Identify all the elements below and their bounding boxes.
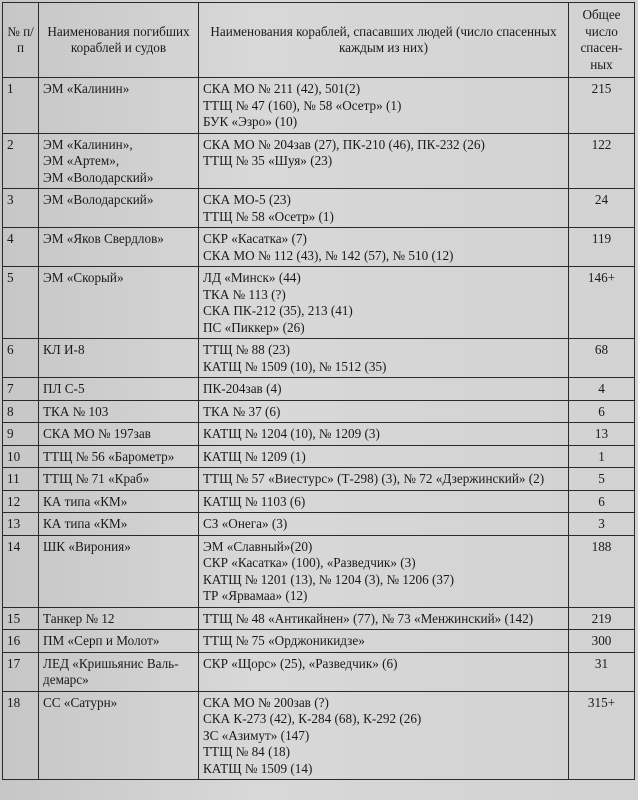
rescued-total: 300	[569, 630, 635, 653]
rescuer-ship-entry: ПК-204зав (4)	[203, 381, 282, 396]
row-number: 11	[3, 468, 39, 491]
lost-ship-cell	[39, 630, 199, 653]
rescuer-ship-entry: СКА МО № 112 (43), № 142 (57), № 510 (12)	[203, 247, 454, 263]
lost-ship-cell	[39, 339, 199, 378]
table-row	[3, 78, 635, 134]
lost-ship-cell	[39, 490, 199, 513]
rescued-total: 24	[569, 189, 635, 228]
lost-ship-name: Танкер № 12	[43, 610, 115, 626]
lost-ship-name: ПЛ С-5	[43, 381, 85, 396]
rescuer-ships-cell	[199, 468, 569, 491]
rescued-total: 68	[569, 339, 635, 378]
lost-ship-cell	[39, 400, 199, 423]
rescuer-ship-entry: СКА К-273 (42), К-284 (68), К-292 (26)	[203, 711, 422, 726]
rescuer-ships-cell	[199, 535, 569, 607]
table-row	[3, 400, 635, 423]
rescuer-ships-cell	[199, 267, 569, 339]
lost-ship-name: КА типа «КМ»	[43, 516, 128, 531]
rescuer-ship-entry: КАТЩ № 1204 (10), № 1209 (3)	[203, 426, 380, 441]
header-total: Общее число спасен-ных	[569, 3, 635, 78]
table-row	[3, 378, 635, 401]
rescuer-ship-entry: ТКА № 113 (?)	[203, 286, 286, 302]
rescued-total: 215	[569, 78, 635, 134]
rescuer-ship-entry: БУК «Эзро» (10)	[203, 114, 298, 129]
lost-ship-cell	[39, 607, 199, 630]
rescuer-ships-cell	[199, 423, 569, 446]
table-row	[3, 228, 635, 267]
rescuer-ships-cell	[199, 691, 569, 780]
header-row	[3, 3, 635, 78]
rescuer-ship-entry: ТТЩ № 58 «Осетр» (1)	[203, 208, 334, 224]
rescuer-ship-entry: КАТЩ № 1201 (13), № 1204 (3), № 1206 (37)	[203, 571, 454, 587]
rescue-table	[2, 2, 635, 780]
rescuer-ships-cell	[199, 445, 569, 468]
row-number: 9	[3, 423, 39, 446]
lost-ship-name: ШК «Вирония»	[43, 538, 131, 554]
lost-ship-cell	[39, 535, 199, 607]
rescuer-ship-entry: ТТЩ № 84 (18)	[203, 744, 291, 759]
row-number: 10	[3, 445, 39, 468]
rescued-total: 122	[569, 133, 635, 189]
lost-ship-name: СС «Сатурн»	[43, 694, 118, 710]
rescuer-ship-entry: ЭМ «Славный»(20)	[203, 538, 313, 554]
rescuer-ship-entry: ТТЩ № 75 «Орджоникидзе»	[203, 633, 365, 648]
rescuer-ships-cell	[199, 339, 569, 378]
rescued-total: 219	[569, 607, 635, 630]
rescuer-ship-entry: ЗС «Азимут» (147)	[203, 727, 310, 743]
row-number: 1	[3, 78, 39, 134]
lost-ship-name: ТКА № 103	[43, 403, 109, 419]
table-row	[3, 535, 635, 607]
rescued-total: 146+	[569, 267, 635, 339]
lost-ship-name: демарс»	[43, 672, 89, 687]
row-number: 4	[3, 228, 39, 267]
lost-ship-cell	[39, 267, 199, 339]
lost-ship-cell	[39, 445, 199, 468]
table-row	[3, 513, 635, 536]
rescuer-ships-cell	[199, 378, 569, 401]
row-number: 15	[3, 607, 39, 630]
row-number: 16	[3, 630, 39, 653]
rescued-total: 5	[569, 468, 635, 491]
rescuer-ship-entry: СЗ «Онега» (3)	[203, 516, 288, 531]
row-number: 13	[3, 513, 39, 536]
rescuer-ship-entry: ТТЩ № 35 «Шуя» (23)	[203, 153, 333, 168]
rescuer-ship-entry: ТКА № 37 (6)	[203, 403, 281, 419]
table-row	[3, 445, 635, 468]
lost-ship-name: ЭМ «Володарский»	[43, 192, 154, 207]
table-row	[3, 630, 635, 653]
rescuer-ship-entry: СКА ПК-212 (35), 213 (41)	[203, 303, 353, 318]
rescuer-ship-entry: ТТЩ № 48 «Антикайнен» (77), № 73 «Менжинский» (142)	[203, 610, 534, 626]
rescuer-ship-entry: КАТЩ № 1209 (1)	[203, 448, 306, 464]
row-number: 7	[3, 378, 39, 401]
rescuer-ship-entry: ПС «Пиккер» (26)	[203, 319, 305, 335]
row-number: 2	[3, 133, 39, 189]
lost-ship-cell	[39, 378, 199, 401]
rescuer-ship-entry: ТТЩ № 57 «Виестурс» (Т-298) (3), № 72 «Дзержинский» (2)	[203, 471, 545, 486]
table-row	[3, 423, 635, 446]
row-number: 8	[3, 400, 39, 423]
rescuer-ship-entry: ТТЩ № 47 (160), № 58 «Осетр» (1)	[203, 97, 402, 113]
lost-ship-cell	[39, 652, 199, 691]
row-number: 3	[3, 189, 39, 228]
rescuer-ship-entry: СКА МО № 204зав (27), ПК-210 (46), ПК-232 (26)	[203, 136, 485, 152]
lost-ship-name: ЭМ «Калинин»,	[43, 136, 133, 152]
table-row	[3, 652, 635, 691]
rescued-total: 3	[569, 513, 635, 536]
row-number: 17	[3, 652, 39, 691]
header-lost: Наименования погибших кораблей и судов	[39, 3, 199, 78]
header-rescuers: Наименования кораблей, спасавших людей (число спасенных каждым из них)	[199, 3, 569, 78]
rescued-total: 31	[569, 652, 635, 691]
row-number: 14	[3, 535, 39, 607]
rescuer-ships-cell	[199, 630, 569, 653]
table-row	[3, 189, 635, 228]
lost-ship-name: ЭМ «Яков Свердлов»	[43, 231, 164, 246]
rescuer-ship-entry: СКР «Щорс» (25), «Разведчик» (6)	[203, 655, 398, 671]
lost-ship-name: ТТЩ № 56 «Барометр»	[43, 448, 175, 464]
lost-ship-name: ЭМ «Володарский»	[43, 169, 154, 185]
rescued-total: 4	[569, 378, 635, 401]
rescuer-ships-cell	[199, 652, 569, 691]
row-number: 12	[3, 490, 39, 513]
rescuer-ship-entry: КАТЩ № 1509 (10), № 1512 (35)	[203, 358, 387, 374]
rescuer-ship-entry: ЛД «Минск» (44)	[203, 270, 301, 285]
header-num: № п/п	[3, 3, 39, 78]
row-number: 5	[3, 267, 39, 339]
lost-ship-cell	[39, 691, 199, 780]
lost-ship-cell	[39, 468, 199, 491]
table-row	[3, 468, 635, 491]
table-row	[3, 267, 635, 339]
lost-ship-name: ПМ «Серп и Молот»	[43, 633, 160, 648]
rescuer-ships-cell	[199, 228, 569, 267]
table-body	[3, 78, 635, 780]
rescuer-ships-cell	[199, 78, 569, 134]
lost-ship-name: КЛ И-8	[43, 342, 85, 357]
lost-ship-cell	[39, 78, 199, 134]
table-row	[3, 607, 635, 630]
table-row	[3, 691, 635, 780]
lost-ship-name: ЭМ «Скорый»	[43, 270, 124, 285]
lost-ship-name: ЛЕД «Кришьянис Валь-	[43, 655, 179, 671]
rescued-total: 6	[569, 490, 635, 513]
lost-ship-cell	[39, 189, 199, 228]
rescuer-ships-cell	[199, 490, 569, 513]
rescuer-ships-cell	[199, 607, 569, 630]
lost-ship-cell	[39, 423, 199, 446]
table-row	[3, 339, 635, 378]
rescued-total: 1	[569, 445, 635, 468]
lost-ship-name: ТТЩ № 71 «Краб»	[43, 471, 150, 486]
rescuer-ship-entry: СКР «Касатка» (7)	[203, 231, 307, 246]
lost-ship-name: СКА МО № 197зав	[43, 426, 151, 441]
lost-ship-cell	[39, 228, 199, 267]
rescuer-ships-cell	[199, 189, 569, 228]
rescuer-ship-entry: КАТЩ № 1103 (6)	[203, 493, 306, 509]
lost-ship-cell	[39, 133, 199, 189]
rescuer-ships-cell	[199, 513, 569, 536]
row-number: 18	[3, 691, 39, 780]
lost-ship-name: ЭМ «Калинин»	[43, 81, 130, 96]
rescued-total: 315+	[569, 691, 635, 780]
table-row	[3, 133, 635, 189]
rescuer-ship-entry: СКА МО-5 (23)	[203, 192, 291, 207]
table-row	[3, 490, 635, 513]
rescued-total: 188	[569, 535, 635, 607]
rescuer-ship-entry: СКА МО № 211 (42), 501(2)	[203, 81, 361, 96]
rescuer-ship-entry: СКР «Касатка» (100), «Разведчик» (3)	[203, 555, 416, 570]
rescued-total: 119	[569, 228, 635, 267]
rescuer-ship-entry: СКА МО № 200зав (?)	[203, 694, 329, 710]
rescuer-ships-cell	[199, 400, 569, 423]
rescuer-ship-entry: ТР «Ярвамаа» (12)	[203, 588, 308, 603]
rescuer-ships-cell	[199, 133, 569, 189]
rescuer-ship-entry: ТТЩ № 88 (23)	[203, 342, 291, 357]
row-number: 6	[3, 339, 39, 378]
rescued-total: 6	[569, 400, 635, 423]
rescuer-ship-entry: КАТЩ № 1509 (14)	[203, 760, 313, 776]
lost-ship-name: КА типа «КМ»	[43, 493, 128, 509]
lost-ship-cell	[39, 513, 199, 536]
lost-ship-name: ЭМ «Артем»,	[43, 153, 120, 168]
rescued-total: 13	[569, 423, 635, 446]
